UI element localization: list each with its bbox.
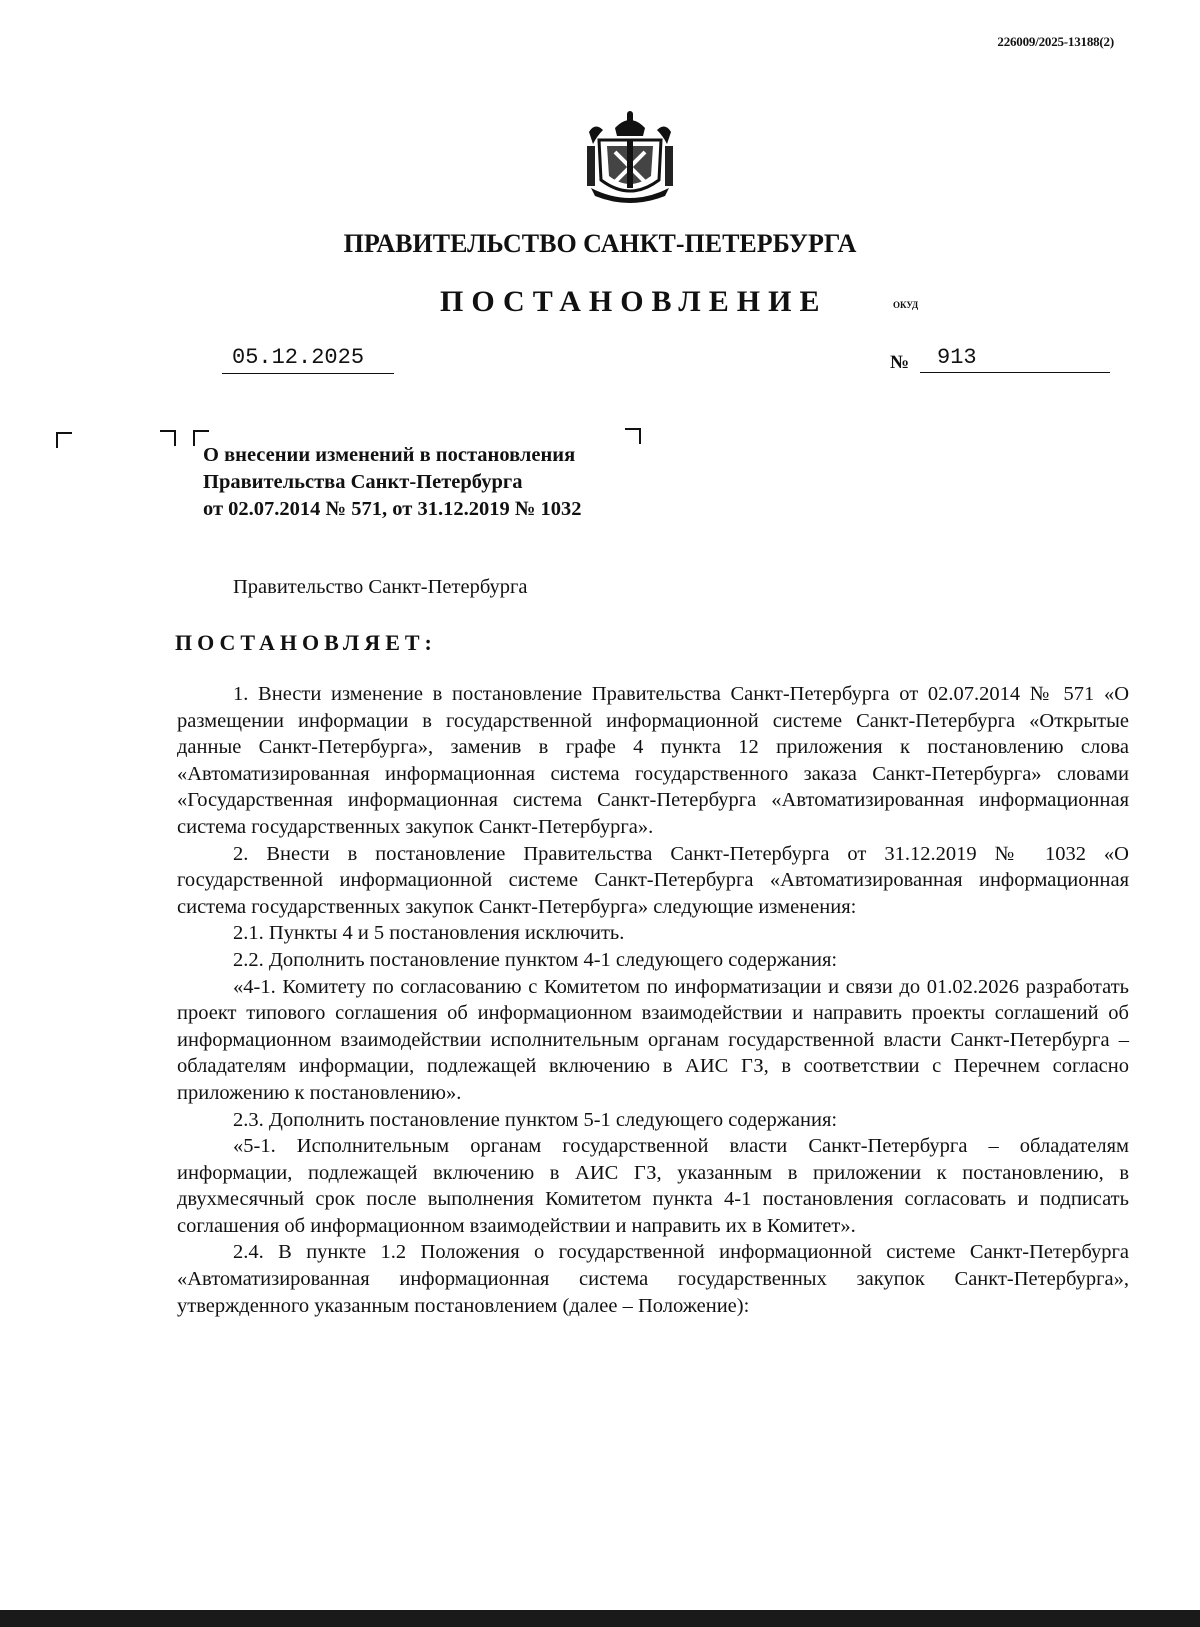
document-id: 226009/2025-13188(2) <box>997 34 1114 49</box>
organization-title: ПРАВИТЕЛЬСТВО САНКТ-ПЕТЕРБУРГА <box>343 229 857 258</box>
scan-edge <box>0 1610 1200 1627</box>
paragraph: 2.2. Дополнить постановление пунктом 4-1 следующего содержания: <box>233 948 838 971</box>
paragraph: 2.1. Пункты 4 и 5 постановления исключить. <box>233 922 625 945</box>
paragraph: 2. Внести в постановление Правительства Санкт-Петербурга от 31.12.2019 № 1032 «О государственной информационной системе Санкт-Петербурга «Автоматизированная информационная система государственных закупок Санкт-Петербурга» следующие изменения: <box>177 842 1129 918</box>
paragraph: «5-1. Исполнительным органам государственной власти Санкт-Петербурга – обладателям информации, подлежащей включению в АИС ГЗ, указанным в приложении к постановлению, в двухмесячный срок после выполнения Комитетом пункта 4-1 постановления согласовать и подписать соглашения об информационном взаимодействии и направить их в Комитет». <box>177 1135 1129 1237</box>
preamble-government: Правительство Санкт-Петербурга <box>233 576 528 598</box>
document-number: 913 <box>920 343 1110 373</box>
subject-line: от 02.07.2014 № 571, от 31.12.2019 № 1032 <box>203 498 582 520</box>
preamble-decrees: ПОСТАНОВЛЯЕТ: <box>175 630 437 655</box>
document-type: ПОСТАНОВЛЕНИЕ <box>440 285 828 318</box>
document-body <box>177 681 1129 1319</box>
document-subject <box>203 442 663 523</box>
okud-label: ОКУД <box>893 300 919 310</box>
coat-of-arms-icon <box>585 110 675 205</box>
paragraph: 1. Внести изменение в постановление Правительства Санкт-Петербурга от 02.07.2014 № 571 «О размещении информации в государственной информационной системе Санкт-Петербурга «Открытые данные Санкт-Петербурга», заменив в графе 4 пункта 12 приложения к постановлению слова «Автоматизированная информационная система государственного заказа Санкт-Петербурга» словами «Государственная информационная система Санкт-Петербурга «Автоматизированная информационная система государственных закупок Санкт-Петербурга». <box>177 683 1129 838</box>
paragraph: «4-1. Комитету по согласованию с Комитетом по информатизации и связи до 01.02.2026 разработать проект типового соглашения об информационном взаимодействии и направить проекты соглашений об информационном взаимодействии исполнительным органам государственной власти Санкт-Петербурга – обладателям информации, подлежащей включению в АИС ГЗ, в соответствии с Перечнем согласно приложению к постановлению». <box>177 975 1129 1104</box>
paragraph: 2.3. Дополнить постановление пунктом 5-1 следующего содержания: <box>233 1108 838 1131</box>
subject-line: Правительства Санкт-Петербурга <box>203 471 523 493</box>
corner-mark <box>160 430 176 446</box>
paragraph: 2.4. В пункте 1.2 Положения о государственной информационной системе Санкт-Петербурга «Автоматизированная информационная система государственных закупок Санкт-Петербурга», утвержденного указанным постановлением (далее – Положение): <box>177 1241 1129 1317</box>
number-label: № <box>890 352 910 373</box>
document-date: 05.12.2025 <box>222 343 394 374</box>
corner-mark <box>56 432 72 448</box>
subject-line: О внесении изменений в постановления <box>203 444 576 466</box>
